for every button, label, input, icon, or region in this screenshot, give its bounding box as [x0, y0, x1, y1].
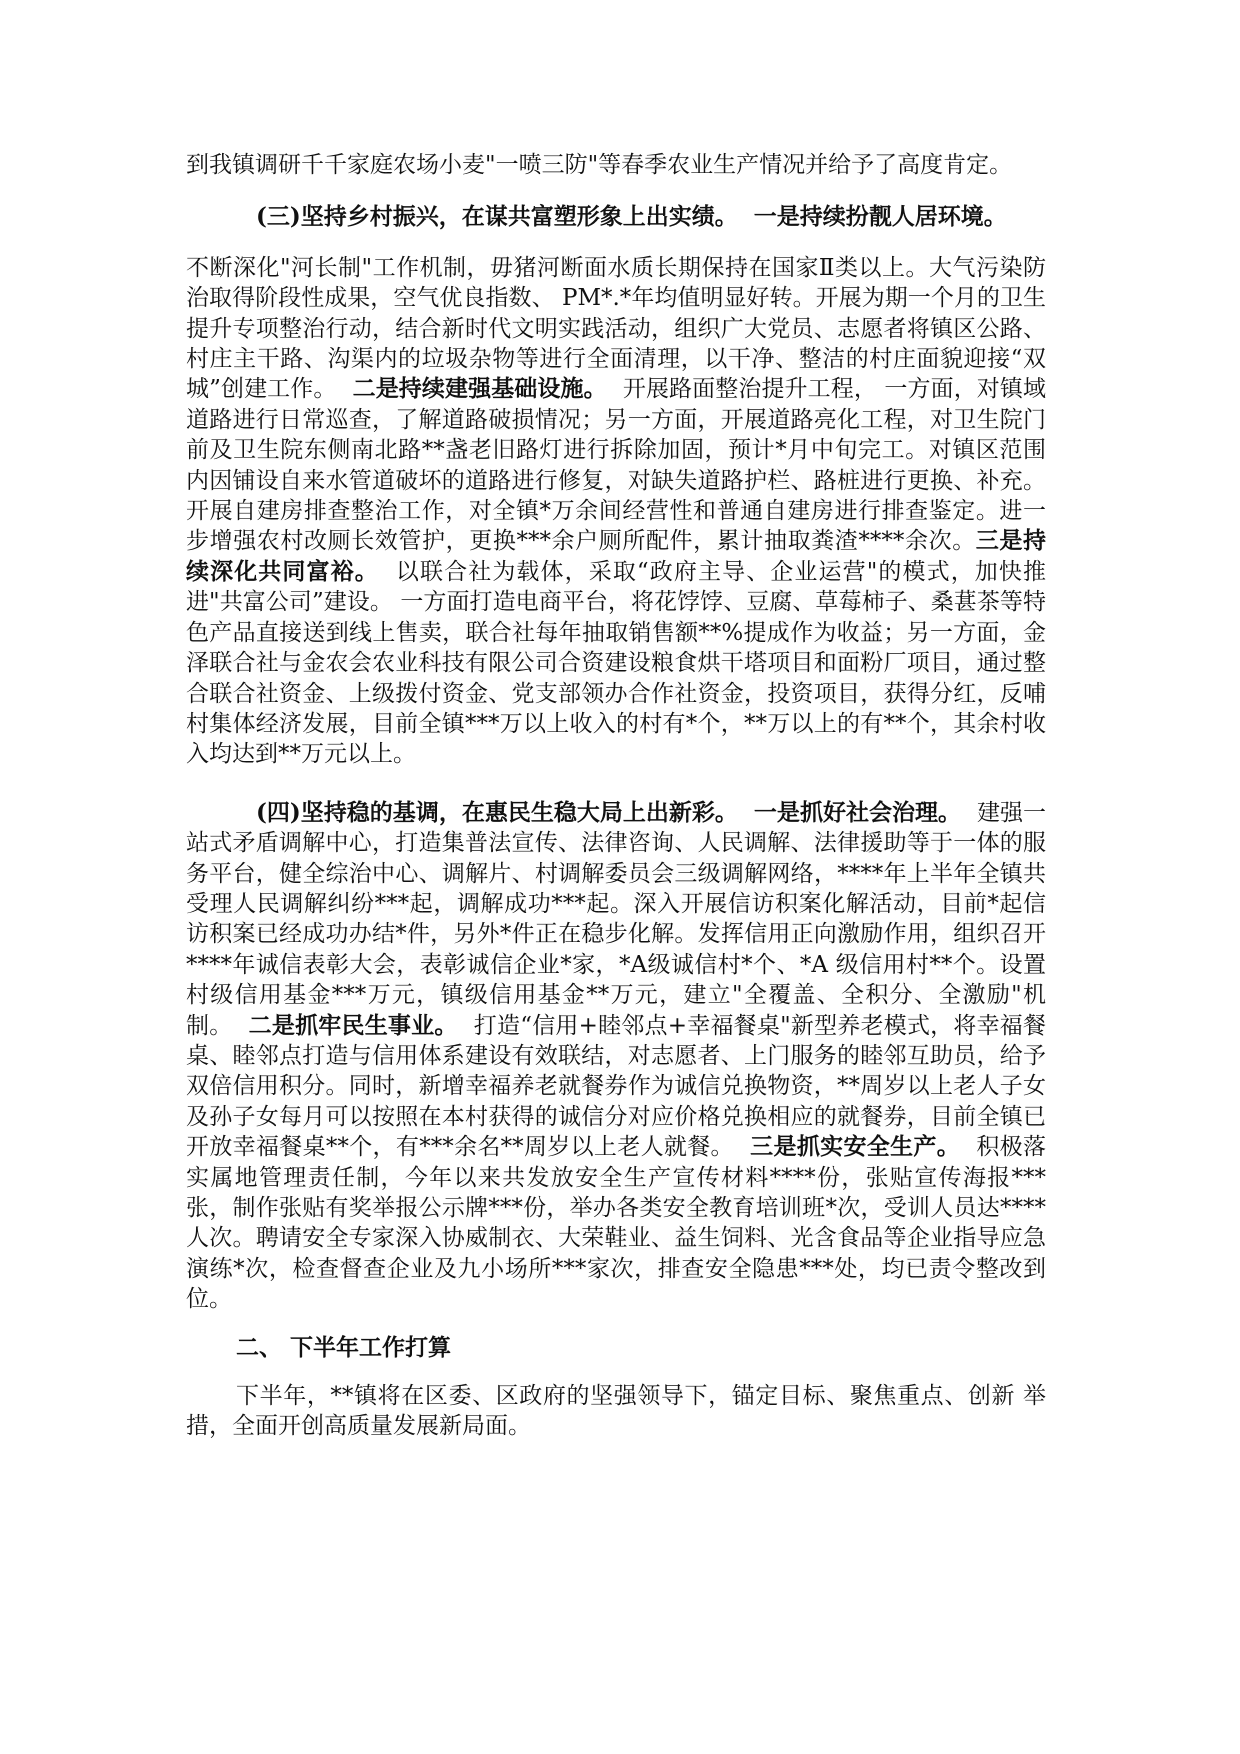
- paragraph-text: 不断深化"河长制"工作机制，毋猪河断面水质长期保持在国家Ⅱ类以上。大气污染防治取得阶段性成果，空气优良指数、 PM*.*年均值明显好转。开展为期一个月的卫生提升专项整治行动，结合新时代文明实践活动，组织广大党员、志愿者将镇区公路、村庄主干路、沟渠内的垃圾杂物等进行全面清理，以干净、整洁的村庄面貌迎接“双城”创建工作。: [186, 254, 1046, 403]
- section-three-heading-line: [186, 202, 1046, 232]
- bold-point: 三是抓实安全生产。: [749, 1133, 961, 1161]
- paragraph-text: 建强一站式矛盾调解中心，打造集普法宣传、法律咨询、人民调解、法律援助等于一体的服务平台，健全综治中心、调解片、村调解委员会三级调解网络，****年上半年全镇共受理人民调解纠纷***起，调解成功***起。深入开展信访积案化解活动，目前*起信访积案已经成功办结*件，另外*件正在稳步化解。发挥信用正向激励作用，组织召开****年诚信表彰大会，表彰诚信企业*家，*A级诚信村*个、*A 级信用村**个。设置村级信用基金***万元，镇级信用基金**万元，建立"全覆盖、全积分、全激励"机制。: [186, 799, 1047, 1039]
- section-heading: (三)坚持乡村振兴，在谋共富塑形象上出实绩。: [256, 203, 738, 231]
- bold-point: 二是抓牢民生事业。: [248, 1011, 458, 1039]
- section-two-title: [186, 1333, 1046, 1363]
- section-title: 二、 下半年工作打算: [236, 1333, 452, 1361]
- paragraph-text: 打造“信用+睦邻点+幸福餐桌"新型养老模式，将幸福餐桌、睦邻点打造与信用体系建设有效联结，对志愿者、上门服务的睦邻互助员，给予双倍信用积分。同时，新增幸福养老就餐券作为诚信兑换物资，**周岁以上老人子女及孙子女每月可以按照在本村获得的诚信分对应价格兑换相应的就餐券，目前全镇已开放幸福餐桌**个，有***余名**周岁以上老人就餐。: [186, 1012, 1047, 1161]
- paragraph-continuation: [186, 150, 1046, 180]
- paragraph-text: 积极落实属地管理责任制，今年以来共发放安全生产宣传材料****份，张贴宣传海报***张，制作张贴有奖举报公示牌***份，举办各类安全教育培训班*次，受训人员达****人次。聘请安全专家深入协威制衣、大荣鞋业、益生饲料、光含食品等企业指导应急演练*次，检查督查企业及九小场所***家次，排查安全隐患***处，均已责令整改到位。: [186, 1134, 1047, 1313]
- paragraph-section-three: [186, 253, 1046, 770]
- paragraph-section-four: [186, 798, 1046, 1315]
- document-body: [186, 150, 1046, 1442]
- section-heading: (四)坚持稳的基调，在惠民生稳大局上出新彩。: [256, 798, 738, 826]
- bold-point: 三是持续深化共同富裕。: [186, 527, 1047, 585]
- bold-point: 二是持续建强基础设施。: [352, 375, 607, 403]
- bold-point: 一是抓好社会治理。: [753, 798, 961, 826]
- paragraph-text: 下半年，**镇将在区委、区政府的坚强领导下，锚定目标、聚焦重点、创新 举措，全面开创高质量发展新局面。: [186, 1383, 1046, 1440]
- paragraph-text: 开展路面整治提升工程， 一方面，对镇域道路进行日常巡查，了解道路破损情况；另一方面，开展道路亮化工程，对卫生院门前及卫生院东侧南北路**盏老旧路灯进行拆除加固，预计*月中旬完工。对镇区范围内因铺设自来水管道破坏的道路进行修复，对缺失道路护栏、路桩进行更换、补充。开展自建房排查整治工作，对全镇*万余间经营性和普通自建房进行排查鉴定。进一步增强农村改厕长效管护，更换***余户厕所配件，累计抽取粪渣****余次。: [186, 376, 1047, 555]
- paragraph-text: 到我镇调研千千家庭农场小麦"一喷三防"等春季农业生产情况并给予了高度肯定。: [186, 152, 1013, 178]
- paragraph-closing: [186, 1381, 1046, 1442]
- paragraph-text: 以联合社为载体，采取“政府主导、企业运营"的模式，加快推进"共富公司”建设。 一方面打造电商平台，将花饽饽、豆腐、草莓柿子、桑葚茶等特色产品直接送到线上售卖，联合社每年抽取销售额**%提成作为收益；另一方面，金泽联合社与金农会农业科技有限公司合资建设粮食烘干塔项目和面粉厂项目，通过整合联合社资金、上级拨付资金、党支部领办合作社资金，投资项目，获得分红，反哺村集体经济发展，目前全镇***万以上收入的村有*个，**万以上的有**个，其余村收入均达到**万元以上。: [186, 558, 1046, 768]
- section-lead-point: 一是持续扮靓人居环境。: [753, 203, 1007, 231]
